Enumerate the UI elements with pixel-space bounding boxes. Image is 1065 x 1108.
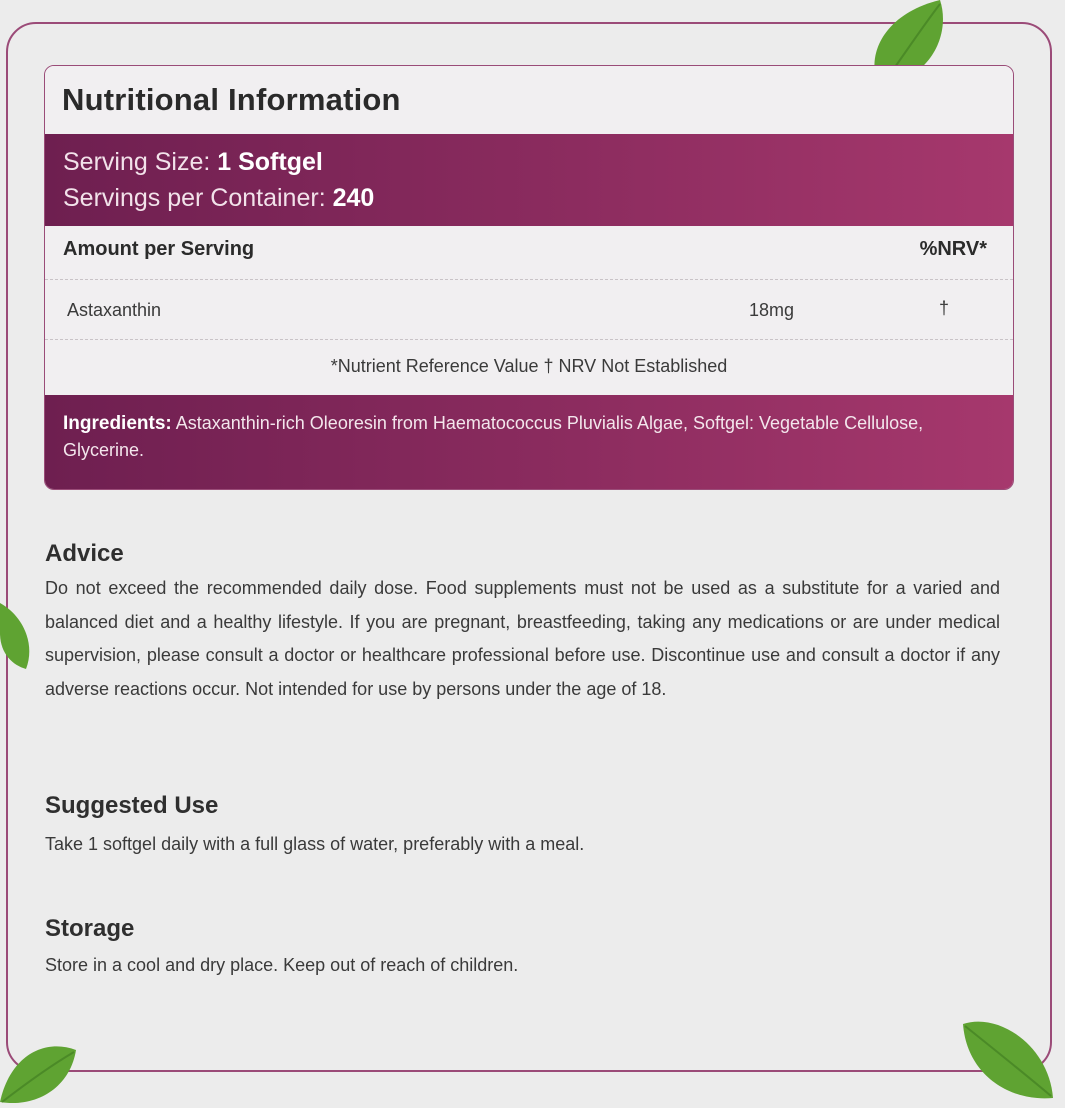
ingredients <box>45 395 1013 490</box>
table-row <box>45 280 1013 340</box>
leaf-left-icon <box>0 603 34 675</box>
storage-section <box>45 915 1000 983</box>
amount-per-serving-header: Amount per Serving <box>63 238 255 260</box>
serving-info <box>45 134 1013 226</box>
servings-per-container-value: 240 <box>332 184 375 212</box>
storage-heading: Storage <box>45 915 135 942</box>
nutrient-name: Astaxanthin <box>67 300 162 320</box>
nutrient-nrv: † <box>939 298 950 318</box>
advice-section <box>45 540 1000 706</box>
nutrition-table <box>44 65 1014 490</box>
suggested-use-text: Take 1 softgel daily with a full glass of water, preferably with a meal. <box>45 834 585 854</box>
ingredients-label: Ingredients: <box>63 413 172 434</box>
leaf-bottom-left-icon <box>0 1032 78 1108</box>
nrv-header: %NRV* <box>919 238 987 260</box>
servings-per-container-label: Servings per Container: <box>63 184 326 212</box>
serving-size-label: Serving Size: <box>63 148 211 176</box>
serving-size-line <box>63 144 1013 180</box>
advice-text: Do not exceed the recommended daily dose. Food supplements must not be used as a substitute for a varied and balanced diet and a healthy lifestyle. If you are pregnant, breastfeeding, taking any medications or are under medical supervision, please consult a doctor or healthcare professional before use. Discontinue use and consult a doctor if any adverse reactions occur. Not intended for use by persons under the age of 18. <box>45 578 1000 699</box>
nrv-footnote: *Nutrient Reference Value † NRV Not Established <box>45 340 1013 395</box>
ingredients-text: Astaxanthin-rich Oleoresin from Haematococcus Pluvialis Algae, Softgel: Vegetable Cellulose, Glycerine. <box>63 413 924 460</box>
suggested-use-section <box>45 792 1000 862</box>
nutrition-title: Nutritional Information <box>45 66 1013 134</box>
serving-size-value: 1 Softgel <box>217 148 323 176</box>
nutrient-amount: 18mg <box>749 300 795 320</box>
servings-per-container-line <box>63 180 1013 216</box>
suggested-use-heading: Suggested Use <box>45 792 219 819</box>
advice-heading: Advice <box>45 540 124 567</box>
storage-text: Store in a cool and dry place. Keep out of reach of children. <box>45 955 519 975</box>
leaf-bottom-right-icon <box>955 1016 1055 1100</box>
table-header-row <box>45 226 1013 280</box>
